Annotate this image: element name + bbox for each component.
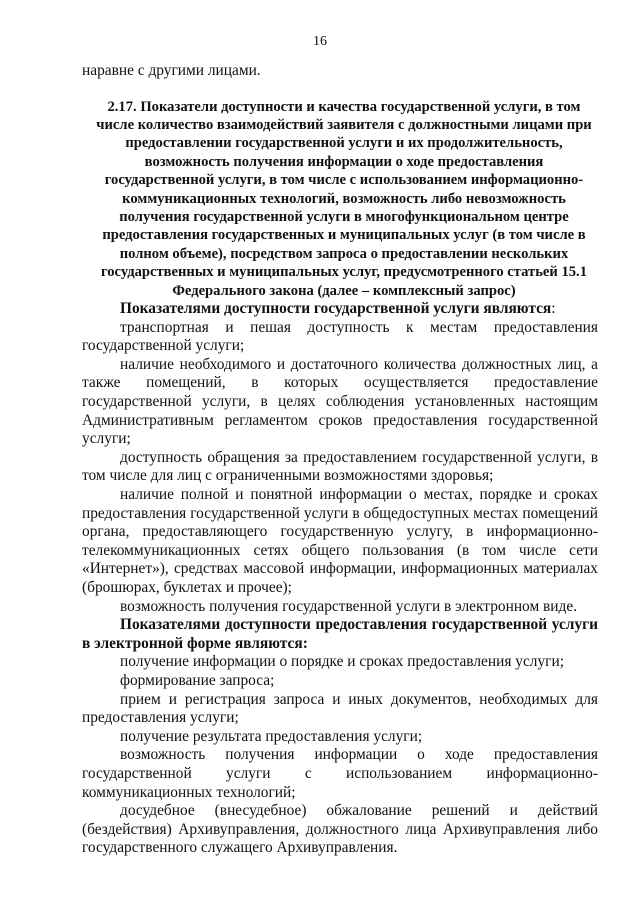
availability-heading-text: Показателями доступности государственной услуги являются	[120, 300, 552, 318]
availability-item: наличие полной и понятной информации о местах, порядке и сроках предоставления государственной услуги в общедоступных местах помещений органа, предоставляющего государственную услугу, в информационно-телекоммуникационных сетях общего пользования (в том числе сети «Интернет»), средствах массовой информации, информационных материалах (брошюрах, буклетах и прочее);	[82, 486, 598, 596]
availability-item: возможность получения государственной услуги в электронном виде.	[120, 597, 578, 615]
section-title: 2.17. Показатели доступности и качества государственной услуги, в том числе количество взаимодействий заявителя с должностными лицами при предоставлении государственной услуги и их продолжительность, возможность получения информации о ходе предоставления государственной услуги, в том числе с использованием информационно-коммуникационных технологий, возможность либо невозможность получения государственной услуги в многофункциональном центре предоставления государственных и муниципальных услуг (в том числе в полном объеме), посредством запроса о предоставлении нескольких государственных и муниципальных услуг, предусмотренного статьей 15.1 Федерального закона (далее – комплексный запрос)	[96, 98, 592, 299]
availability-heading-colon: :	[551, 300, 556, 318]
availability-heading	[82, 300, 598, 319]
page-number: 16	[313, 34, 327, 49]
continuation-line: наравне с другими лицами.	[82, 62, 261, 79]
electronic-heading: Показателями доступности предоставления государственной услуги в электронной форме являются:	[82, 616, 598, 652]
document-body	[82, 62, 598, 858]
availability-item: транспортная и пешая доступность к местам предоставления государственной услуги;	[82, 318, 598, 355]
availability-item: наличие необходимого и достаточного количества должностных лиц, а также помещений, в которых осуществляется предоставление государственной услуги, в целях соблюдения установленных настоящим Административным регламентом сроков предоставления государственной услуги;	[82, 355, 598, 448]
electronic-item: получение результата предоставления услуги;	[120, 727, 423, 745]
electronic-item: получение информации о порядке и сроках предоставления услуги;	[120, 653, 564, 671]
electronic-item: возможность получения информации о ходе предоставления государственной услуги с использованием информационно-коммуникационных технологий;	[82, 746, 598, 801]
electronic-item: прием и регистрация запроса и иных документов, необходимых для предоставления услуги;	[82, 690, 598, 727]
electronic-item: формирование запроса;	[120, 671, 275, 689]
electronic-item: досудебное (внесудебное) обжалование решений и действий (бездействия) Архивуправления, должностного лица Архивуправления либо государственного служащего Архивуправления.	[82, 802, 598, 857]
availability-item: доступность обращения за предоставлением государственной услуги, в том числе для лиц с ограниченными возможностями здоровья;	[82, 448, 598, 485]
